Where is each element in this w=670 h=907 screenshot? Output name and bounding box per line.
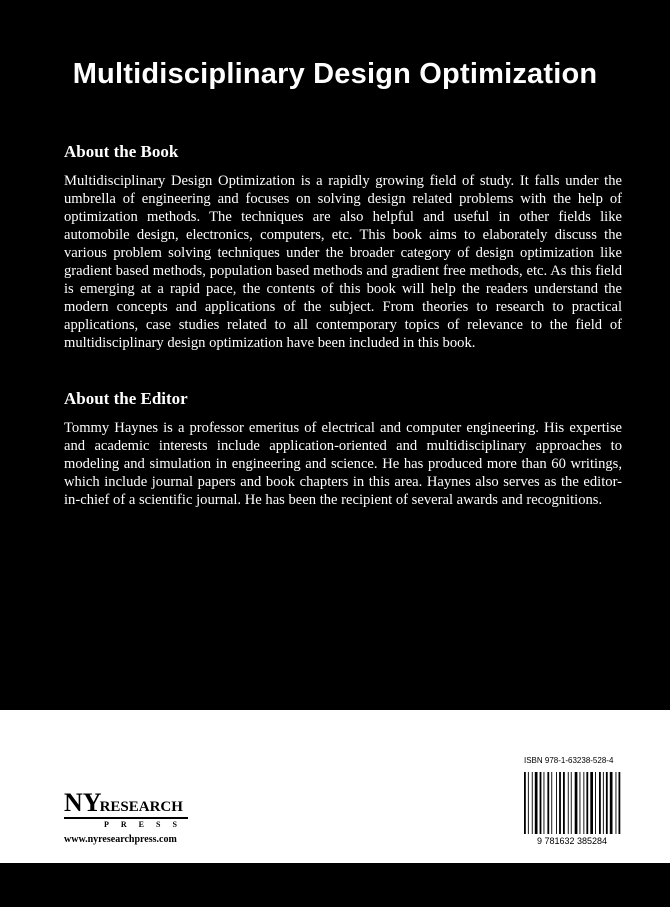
barcode-digits: 9 781632 385284 [536, 836, 608, 846]
logo-ny: NY [64, 788, 102, 817]
logo-press: PRESS [104, 820, 189, 829]
isbn-label: ISBN 978-1-63238-528-4 [524, 756, 614, 765]
about-book-heading: About the Book [64, 142, 179, 161]
logo-rule [64, 817, 188, 819]
isbn-barcode [520, 770, 624, 846]
bottom-strip [0, 863, 670, 907]
about-book-text: Multidisciplinary Design Optimization is a rapidly growing field of study. It falls under the umbrella of engineering and focuses on solving design related problems with the help of optimization methods. The techniques are also helpful and useful in other fields like automobile design, electronics, computers, etc. This book aims to elaborately discuss the various problem solving techniques under the broader category of design optimization like gradient based methods, population based methods and gradient free methods, etc. As this field is emerging at a rapid pace, the contents of this book will help the readers understand the modern concepts and applications of the subject. From theories to research to practical applications, case studies related to all contemporary topics of relevance to the field of multidisciplinary design optimization have been included in this book. [64, 173, 622, 351]
about-editor-heading: About the Editor [64, 389, 188, 408]
publisher-panel [0, 710, 670, 863]
about-editor-section [64, 389, 622, 509]
logo-research: RESEARCH [99, 799, 183, 815]
about-book-section [64, 142, 622, 352]
publisher-website: www.nyresearchpress.com [64, 834, 177, 845]
publisher-logo [64, 790, 194, 829]
about-editor-text: Tommy Haynes is a professor emeritus of electrical and computer engineering. His expertise and academic interests include application-oriented and multidisciplinary approaches to modeling and simulation in engineering and science. He has produced more than 60 writings, which include journal papers and book chapters in this area. Haynes also serves as the editor-in-chief of a scientific journal. He has been the recipient of several awards and recognitions. [64, 420, 622, 508]
book-title: Multidisciplinary Design Optimization [72, 58, 598, 90]
